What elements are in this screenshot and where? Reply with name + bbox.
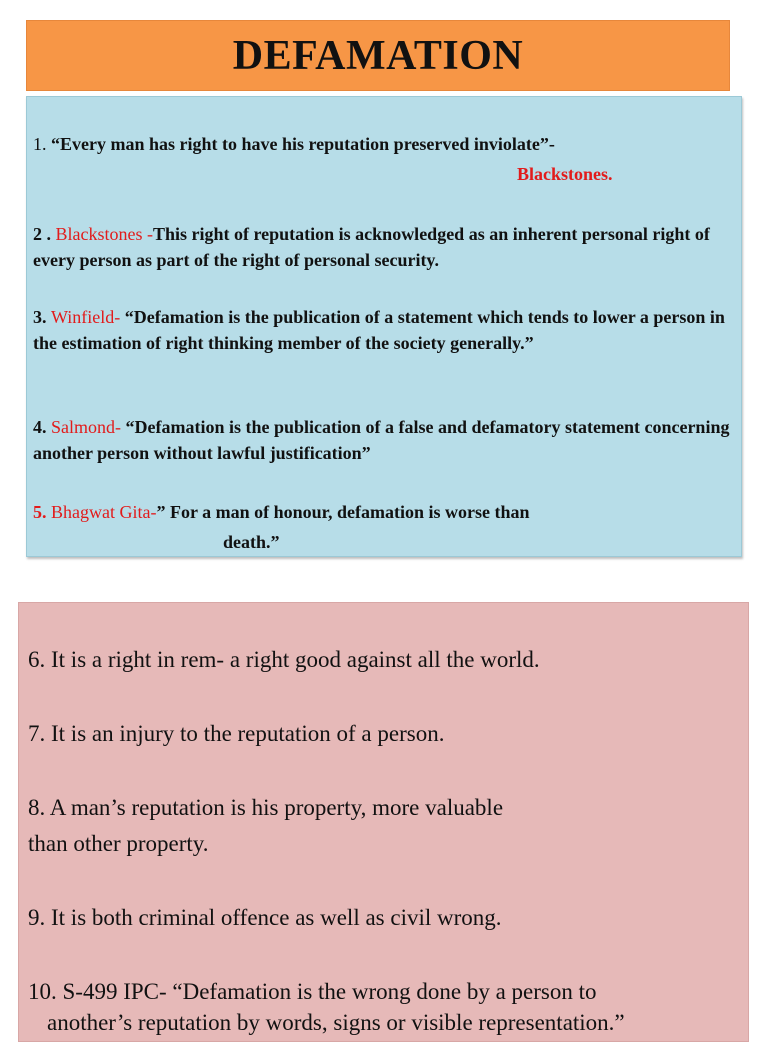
characteristics-panel [18, 602, 749, 1042]
characteristic-item-10: 10. S-499 IPC- “Defamation is the wrong done by a person to [28, 979, 597, 1004]
item-author: Bhagwat Gita- [51, 502, 157, 522]
characteristic-item-7: 7. It is an injury to the reputation of a person. [28, 721, 445, 746]
definition-item-5 [33, 499, 735, 525]
characteristic-item-8: 8. A man’s reputation is his property, more valuable [28, 795, 504, 820]
item-author: Salmond- [51, 417, 121, 437]
definitions-panel [26, 96, 742, 557]
page-title: DEFAMATION [232, 32, 524, 79]
definition-item-1 [33, 131, 735, 157]
item-text: ” For a man of honour, defamation is worse than [156, 502, 530, 522]
item-quote: “Every man has right to have his reputation preserved inviolate”- [51, 134, 555, 154]
item-author: Blackstones - [55, 224, 153, 244]
item-number: 2 . [33, 224, 56, 244]
item-number: 3. [33, 307, 51, 327]
item-text: “Defamation is the publication of a statement which tends to lower a person in the estimation of right thinking member of the society generally.” [33, 307, 725, 353]
item-number: 1. [33, 134, 51, 154]
item-number: 4. [33, 417, 51, 437]
definition-item-3 [33, 304, 735, 356]
item-text: This right of reputation is acknowledged as an inherent personal right of every person as part of the right of personal security. [33, 224, 710, 270]
item-text: “Defamation is the publication of a false and defamatory statement concerning another person without lawful justification” [33, 417, 730, 463]
characteristic-item-8-cont: than other property. [28, 831, 209, 856]
item-text-continuation: death.” [223, 532, 280, 552]
characteristic-item-10-cont: another’s reputation by words, signs or visible representation.” [47, 1010, 625, 1035]
title-banner [26, 20, 730, 91]
item-author: Winfield- [51, 307, 121, 327]
definition-item-2 [33, 221, 735, 273]
characteristic-item-6: 6. It is a right in rem- a right good against all the world. [28, 647, 540, 672]
item-number: 5. [33, 502, 51, 522]
definition-item-4 [33, 414, 735, 466]
item-source: Blackstones. [517, 164, 613, 184]
characteristic-item-9: 9. It is both criminal offence as well as civil wrong. [28, 905, 502, 930]
